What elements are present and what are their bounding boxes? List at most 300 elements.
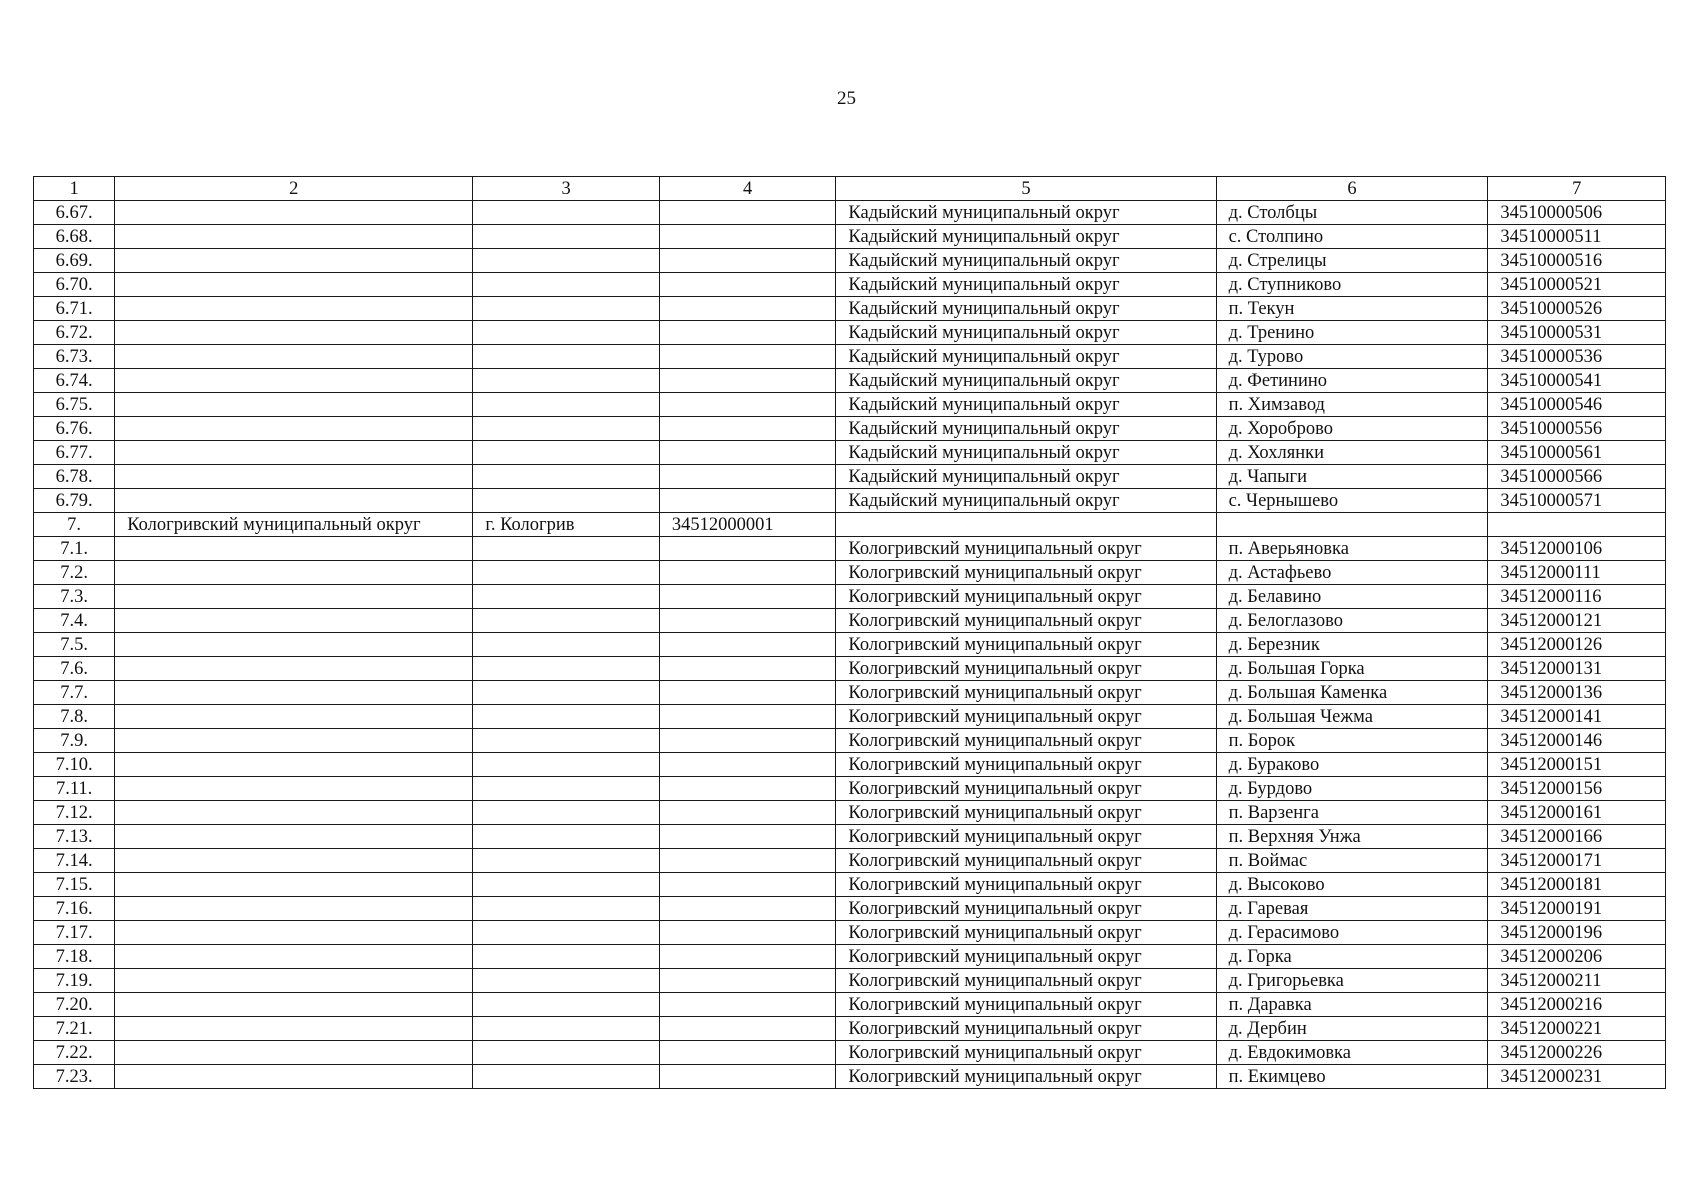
settlement-cell: д. Высоково — [1216, 873, 1488, 897]
oktmo-code-cell: 34512000171 — [1488, 849, 1666, 873]
table-row — [34, 465, 1666, 489]
table-row — [34, 369, 1666, 393]
row-number-cell: 7.3. — [34, 585, 115, 609]
municipality-cell: Кологривский муниципальный округ — [836, 657, 1216, 681]
settlement-cell: п. Борок — [1216, 729, 1488, 753]
oktmo-code-cell: 34512000156 — [1488, 777, 1666, 801]
row-number-cell: 6.70. — [34, 273, 115, 297]
center-cell — [473, 1065, 660, 1089]
district-cell — [115, 225, 473, 249]
row-number-cell: 7.20. — [34, 993, 115, 1017]
settlement-cell: д. Гаревая — [1216, 897, 1488, 921]
district-cell — [115, 489, 473, 513]
district-cell — [115, 849, 473, 873]
municipality-cell: Кологривский муниципальный округ — [836, 897, 1216, 921]
center-cell — [473, 273, 660, 297]
center-code-cell — [659, 1065, 836, 1089]
oktmo-code-cell: 34512000116 — [1488, 585, 1666, 609]
oktmo-code-cell: 34510000511 — [1488, 225, 1666, 249]
municipality-cell: Кологривский муниципальный округ — [836, 633, 1216, 657]
column-header: 4 — [659, 177, 836, 201]
table-row — [34, 201, 1666, 225]
column-header: 2 — [115, 177, 473, 201]
row-number-cell: 6.77. — [34, 441, 115, 465]
table-row — [34, 345, 1666, 369]
center-code-cell — [659, 393, 836, 417]
center-code-cell — [659, 417, 836, 441]
settlement-cell: д. Ступниково — [1216, 273, 1488, 297]
district-cell — [115, 633, 473, 657]
municipality-cell: Кадыйский муниципальный округ — [836, 345, 1216, 369]
center-cell — [473, 849, 660, 873]
center-cell — [473, 777, 660, 801]
center-code-cell — [659, 321, 836, 345]
oktmo-code-cell: 34512000221 — [1488, 1017, 1666, 1041]
center-cell — [473, 369, 660, 393]
center-code-cell — [659, 633, 836, 657]
center-code-cell — [659, 345, 836, 369]
center-cell — [473, 993, 660, 1017]
center-cell — [473, 537, 660, 561]
district-cell — [115, 297, 473, 321]
oktmo-code-cell: 34512000111 — [1488, 561, 1666, 585]
municipality-cell: Кологривский муниципальный округ — [836, 705, 1216, 729]
oktmo-code-cell — [1488, 513, 1666, 537]
settlement-cell: д. Хороброво — [1216, 417, 1488, 441]
municipality-cell: Кологривский муниципальный округ — [836, 969, 1216, 993]
district-cell — [115, 825, 473, 849]
district-cell — [115, 1041, 473, 1065]
center-code-cell: 34512000001 — [659, 513, 836, 537]
municipality-cell: Кологривский муниципальный округ — [836, 921, 1216, 945]
center-cell — [473, 345, 660, 369]
district-cell — [115, 609, 473, 633]
center-cell — [473, 417, 660, 441]
district-cell — [115, 537, 473, 561]
settlement-cell: д. Дербин — [1216, 1017, 1488, 1041]
settlement-cell: п. Химзавод — [1216, 393, 1488, 417]
settlement-cell: д. Белавино — [1216, 585, 1488, 609]
row-number-cell: 7.2. — [34, 561, 115, 585]
table-row — [34, 849, 1666, 873]
row-number-cell: 7.18. — [34, 945, 115, 969]
center-cell — [473, 249, 660, 273]
row-number-cell: 7. — [34, 513, 115, 537]
center-cell — [473, 969, 660, 993]
table-row — [34, 417, 1666, 441]
oktmo-code-cell: 34512000141 — [1488, 705, 1666, 729]
municipality-cell: Кологривский муниципальный округ — [836, 609, 1216, 633]
oktmo-code-cell: 34512000166 — [1488, 825, 1666, 849]
center-cell — [473, 729, 660, 753]
center-code-cell — [659, 297, 836, 321]
row-number-cell: 6.75. — [34, 393, 115, 417]
district-cell — [115, 321, 473, 345]
settlement-cell: п. Екимцево — [1216, 1065, 1488, 1089]
table-row — [34, 1065, 1666, 1089]
row-number-cell: 7.15. — [34, 873, 115, 897]
oktmo-code-cell: 34512000226 — [1488, 1041, 1666, 1065]
district-cell — [115, 585, 473, 609]
table-row — [34, 753, 1666, 777]
oktmo-code-cell: 34512000206 — [1488, 945, 1666, 969]
oktmo-code-cell: 34512000146 — [1488, 729, 1666, 753]
settlement-cell: п. Текун — [1216, 297, 1488, 321]
oktmo-code-cell: 34512000136 — [1488, 681, 1666, 705]
oktmo-code-cell: 34510000516 — [1488, 249, 1666, 273]
center-cell — [473, 681, 660, 705]
table-row — [34, 1041, 1666, 1065]
oktmo-code-cell: 34512000161 — [1488, 801, 1666, 825]
table-row — [34, 993, 1666, 1017]
table-row — [34, 633, 1666, 657]
center-cell — [473, 897, 660, 921]
table-row — [34, 321, 1666, 345]
municipality-cell: Кадыйский муниципальный округ — [836, 249, 1216, 273]
center-code-cell — [659, 801, 836, 825]
column-header: 3 — [473, 177, 660, 201]
municipality-cell: Кадыйский муниципальный округ — [836, 321, 1216, 345]
oktmo-code-cell: 34510000566 — [1488, 465, 1666, 489]
center-cell — [473, 441, 660, 465]
row-number-cell: 7.19. — [34, 969, 115, 993]
settlement-cell: д. Чапыги — [1216, 465, 1488, 489]
district-cell — [115, 561, 473, 585]
municipality-cell: Кологривский муниципальный округ — [836, 753, 1216, 777]
oktmo-code-cell: 34512000131 — [1488, 657, 1666, 681]
center-code-cell — [659, 729, 836, 753]
header-row — [34, 177, 1666, 201]
district-cell — [115, 681, 473, 705]
center-cell — [473, 321, 660, 345]
center-cell — [473, 465, 660, 489]
center-cell — [473, 609, 660, 633]
center-cell — [473, 585, 660, 609]
column-header: 6 — [1216, 177, 1488, 201]
center-cell — [473, 825, 660, 849]
table-row — [34, 657, 1666, 681]
row-number-cell: 7.4. — [34, 609, 115, 633]
municipality-cell: Кологривский муниципальный округ — [836, 729, 1216, 753]
center-cell — [473, 921, 660, 945]
district-cell — [115, 657, 473, 681]
district-cell: Кологривский муниципальный округ — [115, 513, 473, 537]
center-code-cell — [659, 945, 836, 969]
table-row — [34, 705, 1666, 729]
district-cell — [115, 921, 473, 945]
settlement-cell: д. Герасимово — [1216, 921, 1488, 945]
row-number-cell: 7.13. — [34, 825, 115, 849]
municipality-cell — [836, 513, 1216, 537]
oktmo-code-cell: 34510000506 — [1488, 201, 1666, 225]
row-number-cell: 6.76. — [34, 417, 115, 441]
district-cell — [115, 777, 473, 801]
row-number-cell: 7.16. — [34, 897, 115, 921]
settlement-cell: д. Астафьево — [1216, 561, 1488, 585]
oktmo-code-cell: 34512000191 — [1488, 897, 1666, 921]
row-number-cell: 7.11. — [34, 777, 115, 801]
table-row — [34, 249, 1666, 273]
settlement-cell: д. Григорьевка — [1216, 969, 1488, 993]
settlement-cell: д. Большая Чежма — [1216, 705, 1488, 729]
column-header: 7 — [1488, 177, 1666, 201]
municipality-cell: Кадыйский муниципальный округ — [836, 465, 1216, 489]
oktmo-code-cell: 34510000541 — [1488, 369, 1666, 393]
municipality-cell: Кадыйский муниципальный округ — [836, 297, 1216, 321]
center-code-cell — [659, 465, 836, 489]
district-cell — [115, 873, 473, 897]
settlement-cell: д. Столбцы — [1216, 201, 1488, 225]
municipality-cell: Кадыйский муниципальный округ — [836, 273, 1216, 297]
row-number-cell: 7.10. — [34, 753, 115, 777]
row-number-cell: 7.23. — [34, 1065, 115, 1089]
district-cell — [115, 969, 473, 993]
municipality-cell: Кадыйский муниципальный округ — [836, 201, 1216, 225]
center-code-cell — [659, 753, 836, 777]
table-row — [34, 273, 1666, 297]
settlement-cell: д. Бурдово — [1216, 777, 1488, 801]
district-cell — [115, 273, 473, 297]
settlement-cell: д. Большая Горка — [1216, 657, 1488, 681]
center-code-cell — [659, 969, 836, 993]
district-cell — [115, 345, 473, 369]
row-number-cell: 6.71. — [34, 297, 115, 321]
center-cell — [473, 1041, 660, 1065]
center-code-cell — [659, 369, 836, 393]
row-number-cell: 7.22. — [34, 1041, 115, 1065]
center-code-cell — [659, 1017, 836, 1041]
table-row — [34, 537, 1666, 561]
table-row — [34, 729, 1666, 753]
table-body — [34, 201, 1666, 1089]
table-row — [34, 609, 1666, 633]
oktmo-code-cell: 34512000211 — [1488, 969, 1666, 993]
district-cell — [115, 441, 473, 465]
settlement-cell: с. Столпино — [1216, 225, 1488, 249]
row-number-cell: 6.72. — [34, 321, 115, 345]
row-number-cell: 7.12. — [34, 801, 115, 825]
settlement-cell: д. Фетинино — [1216, 369, 1488, 393]
table-row — [34, 897, 1666, 921]
center-cell — [473, 297, 660, 321]
table-row — [34, 945, 1666, 969]
center-code-cell — [659, 201, 836, 225]
oktmo-code-cell: 34510000571 — [1488, 489, 1666, 513]
row-number-cell: 6.79. — [34, 489, 115, 513]
settlement-cell: д. Березник — [1216, 633, 1488, 657]
municipality-cell: Кологривский муниципальный округ — [836, 561, 1216, 585]
center-code-cell — [659, 681, 836, 705]
municipality-cell: Кологривский муниципальный округ — [836, 849, 1216, 873]
center-cell — [473, 201, 660, 225]
center-code-cell — [659, 873, 836, 897]
oktmo-code-cell: 34510000521 — [1488, 273, 1666, 297]
center-cell — [473, 657, 660, 681]
oktmo-code-cell: 34510000546 — [1488, 393, 1666, 417]
table-row — [34, 297, 1666, 321]
center-cell — [473, 753, 660, 777]
oktmo-code-cell: 34512000231 — [1488, 1065, 1666, 1089]
oktmo-code-cell: 34510000531 — [1488, 321, 1666, 345]
oktmo-code-cell: 34512000126 — [1488, 633, 1666, 657]
center-code-cell — [659, 705, 836, 729]
district-cell — [115, 465, 473, 489]
center-cell — [473, 945, 660, 969]
municipality-cell: Кологривский муниципальный округ — [836, 585, 1216, 609]
municipality-cell: Кологривский муниципальный округ — [836, 873, 1216, 897]
table-row — [34, 777, 1666, 801]
center-code-cell — [659, 993, 836, 1017]
center-code-cell — [659, 897, 836, 921]
municipality-cell: Кадыйский муниципальный округ — [836, 441, 1216, 465]
district-cell — [115, 417, 473, 441]
municipality-cell: Кадыйский муниципальный округ — [836, 417, 1216, 441]
row-number-cell: 6.78. — [34, 465, 115, 489]
center-cell — [473, 873, 660, 897]
municipality-cell: Кологривский муниципальный округ — [836, 993, 1216, 1017]
oktmo-code-cell: 34512000216 — [1488, 993, 1666, 1017]
district-cell — [115, 369, 473, 393]
oktmo-code-cell: 34510000536 — [1488, 345, 1666, 369]
center-code-cell — [659, 585, 836, 609]
settlement-cell: д. Горка — [1216, 945, 1488, 969]
district-cell — [115, 945, 473, 969]
oktmo-code-cell: 34512000106 — [1488, 537, 1666, 561]
oktmo-code-cell: 34510000561 — [1488, 441, 1666, 465]
center-code-cell — [659, 273, 836, 297]
row-number-cell: 6.68. — [34, 225, 115, 249]
oktmo-code-cell: 34510000556 — [1488, 417, 1666, 441]
table-row — [34, 681, 1666, 705]
center-cell — [473, 1017, 660, 1041]
center-code-cell — [659, 777, 836, 801]
column-header: 1 — [34, 177, 115, 201]
oktmo-code-cell: 34512000181 — [1488, 873, 1666, 897]
district-cell — [115, 393, 473, 417]
table-row — [34, 561, 1666, 585]
municipality-cell: Кологривский муниципальный округ — [836, 1041, 1216, 1065]
district-cell — [115, 993, 473, 1017]
municipality-cell: Кологривский муниципальный округ — [836, 945, 1216, 969]
settlement-cell: п. Варзенга — [1216, 801, 1488, 825]
row-number-cell: 7.1. — [34, 537, 115, 561]
municipality-cell: Кологривский муниципальный округ — [836, 1065, 1216, 1089]
table-row — [34, 489, 1666, 513]
settlement-cell — [1216, 513, 1488, 537]
row-number-cell: 7.14. — [34, 849, 115, 873]
column-header: 5 — [836, 177, 1216, 201]
center-cell — [473, 801, 660, 825]
settlement-cell: д. Тренино — [1216, 321, 1488, 345]
municipality-cell: Кологривский муниципальный округ — [836, 681, 1216, 705]
settlement-cell: п. Даравка — [1216, 993, 1488, 1017]
municipality-cell: Кадыйский муниципальный округ — [836, 369, 1216, 393]
row-number-cell: 6.67. — [34, 201, 115, 225]
district-cell — [115, 753, 473, 777]
district-cell — [115, 249, 473, 273]
center-cell — [473, 225, 660, 249]
settlement-cell: д. Белоглазово — [1216, 609, 1488, 633]
municipality-cell: Кологривский муниципальный округ — [836, 801, 1216, 825]
municipality-cell: Кадыйский муниципальный округ — [836, 489, 1216, 513]
center-code-cell — [659, 441, 836, 465]
center-code-cell — [659, 657, 836, 681]
oktmo-code-cell: 34510000526 — [1488, 297, 1666, 321]
center-cell — [473, 489, 660, 513]
row-number-cell: 7.21. — [34, 1017, 115, 1041]
table-row — [34, 1017, 1666, 1041]
district-cell — [115, 729, 473, 753]
row-number-cell: 6.69. — [34, 249, 115, 273]
center-code-cell — [659, 489, 836, 513]
oktmo-code-cell: 34512000196 — [1488, 921, 1666, 945]
oktmo-code-cell: 34512000121 — [1488, 609, 1666, 633]
center-cell — [473, 561, 660, 585]
table-row — [34, 585, 1666, 609]
settlement-cell: д. Турово — [1216, 345, 1488, 369]
settlement-cell: д. Хохлянки — [1216, 441, 1488, 465]
table-row — [34, 513, 1666, 537]
center-code-cell — [659, 825, 836, 849]
settlement-cell: д. Большая Каменка — [1216, 681, 1488, 705]
center-code-cell — [659, 921, 836, 945]
center-cell — [473, 705, 660, 729]
center-code-cell — [659, 561, 836, 585]
center-code-cell — [659, 1041, 836, 1065]
settlement-cell: д. Евдокимовка — [1216, 1041, 1488, 1065]
center-code-cell — [659, 225, 836, 249]
municipality-cell: Кадыйский муниципальный округ — [836, 393, 1216, 417]
center-cell — [473, 633, 660, 657]
center-code-cell — [659, 609, 836, 633]
district-cell — [115, 801, 473, 825]
settlement-cell: п. Верхняя Унжа — [1216, 825, 1488, 849]
table-row — [34, 969, 1666, 993]
table-row — [34, 825, 1666, 849]
row-number-cell: 7.5. — [34, 633, 115, 657]
municipality-cell: Кадыйский муниципальный округ — [836, 225, 1216, 249]
oktmo-code-cell: 34512000151 — [1488, 753, 1666, 777]
center-code-cell — [659, 849, 836, 873]
table-row — [34, 873, 1666, 897]
center-code-cell — [659, 537, 836, 561]
settlement-cell: д. Бураково — [1216, 753, 1488, 777]
table-row — [34, 393, 1666, 417]
municipality-cell: Кологривский муниципальный округ — [836, 825, 1216, 849]
district-cell — [115, 897, 473, 921]
registry-table — [33, 176, 1666, 1089]
settlement-cell: п. Воймас — [1216, 849, 1488, 873]
row-number-cell: 6.73. — [34, 345, 115, 369]
center-code-cell — [659, 249, 836, 273]
settlement-cell: с. Чернышево — [1216, 489, 1488, 513]
municipality-cell: Кологривский муниципальный округ — [836, 537, 1216, 561]
municipality-cell: Кологривский муниципальный округ — [836, 1017, 1216, 1041]
center-cell — [473, 393, 660, 417]
table-row — [34, 225, 1666, 249]
row-number-cell: 7.8. — [34, 705, 115, 729]
row-number-cell: 6.74. — [34, 369, 115, 393]
center-cell: г. Кологрив — [473, 513, 660, 537]
district-cell — [115, 1017, 473, 1041]
table-row — [34, 801, 1666, 825]
district-cell — [115, 1065, 473, 1089]
page-number: 25 — [837, 88, 856, 109]
row-number-cell: 7.17. — [34, 921, 115, 945]
row-number-cell: 7.7. — [34, 681, 115, 705]
district-cell — [115, 201, 473, 225]
row-number-cell: 7.9. — [34, 729, 115, 753]
